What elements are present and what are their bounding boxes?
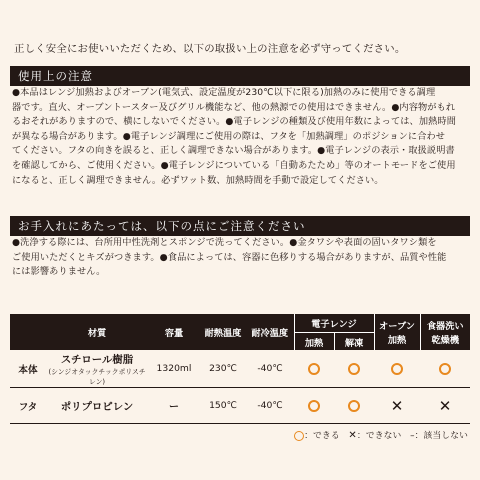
- usage-line: 器です。直火、オーブントースター及びグリル機能など、他の熱源での使用はできません。●内容物がもれ: [12, 101, 456, 113]
- row-mw-heat-mark: [294, 350, 334, 388]
- row-oven-mark: [374, 388, 420, 424]
- material-name: スチロール樹脂: [60, 354, 134, 366]
- legend: [294, 428, 468, 441]
- row-oven-mark: [374, 350, 420, 388]
- header-part: [10, 314, 46, 350]
- intro-text: 正しく安全にお使いいただくため、以下の取扱い上の注意を必ず守ってください。: [14, 43, 406, 55]
- row-part: フタ: [10, 388, 46, 424]
- table-row: [10, 350, 470, 388]
- material-name: ポリプロピレン: [60, 401, 134, 413]
- header-mw-heat: 加熱: [294, 333, 334, 351]
- care-line: には影響ありません。: [12, 266, 106, 278]
- care-line: ご使用いただくとキズがつきます。●食品によっては、容器に色移りする場合がありますが、品質や性能: [12, 251, 447, 263]
- cross-icon: ✕: [348, 430, 357, 441]
- header-mw-thaw: 解凍: [334, 333, 374, 351]
- legend-cannot: ：できない: [356, 431, 402, 441]
- row-capacity: 1320ml: [148, 350, 200, 388]
- circle-icon: [308, 400, 320, 412]
- care-heading: お手入れにあたっては、以下の点にご注意ください: [10, 216, 470, 236]
- header-dishwasher-line1: 食器洗い: [426, 321, 464, 332]
- cross-icon: ✕: [438, 396, 452, 415]
- row-dishwasher-mark: [420, 388, 470, 424]
- header-oven: [374, 314, 420, 350]
- legend-can: ：できる: [304, 431, 340, 441]
- row-capacity: ー: [148, 388, 200, 424]
- circle-icon: [348, 363, 360, 375]
- circle-icon: [439, 363, 451, 375]
- cross-icon: ✕: [390, 396, 404, 415]
- row-heat-resistance: 150℃: [200, 388, 246, 424]
- header-microwave: 電子レンジ: [294, 314, 374, 333]
- circle-icon: [294, 431, 304, 441]
- row-dishwasher-mark: [420, 350, 470, 388]
- header-material: 材質: [46, 314, 148, 350]
- circle-icon: [308, 363, 320, 375]
- header-capacity: 容量: [148, 314, 200, 350]
- header-dishwasher: [420, 314, 470, 350]
- usage-line: ●本品はレンジ加熱およびオーブン(電気式、設定温度が230℃以下に限る)加熱のみに使用できる調理: [12, 87, 436, 98]
- row-part: 本体: [10, 350, 46, 388]
- legend-na: –：該当しない: [410, 431, 468, 441]
- care-paragraph: [12, 236, 470, 280]
- usage-line: るおそれがありますので、横にしないでください。●電子レンジの種類及び使用年数によっては、加熱時間: [12, 116, 456, 128]
- usage-paragraph: [12, 86, 470, 188]
- header-dishwasher-line2: 乾燥機: [431, 335, 460, 346]
- row-heat-resistance: 230℃: [200, 350, 246, 388]
- circle-icon: [348, 400, 360, 412]
- row-mw-thaw-mark: [334, 350, 374, 388]
- row-cold-resistance: -40℃: [246, 350, 294, 388]
- spec-table: [10, 314, 470, 424]
- care-line: ●洗浄する際には、台所用中性洗剤とスポンジで洗ってください。●金タワシや表面の固いタワシ類を: [12, 237, 437, 248]
- usage-line: が異なる場合があります。●電子レンジ調理にご使用の際は、フタを「加熱調理」のポジションに合わせ: [12, 130, 446, 142]
- usage-heading: 使用上の注意: [10, 66, 470, 86]
- circle-icon: [391, 363, 403, 375]
- row-material: [46, 388, 148, 424]
- usage-line: てください。フタの向きを誤ると、正しく調理できない場合があります。●電子レンジの表示・取扱説明書: [12, 145, 455, 157]
- header-heat-resistance: 耐熱温度: [200, 314, 246, 350]
- header-oven-line1: オーブン: [379, 321, 415, 332]
- usage-line: を確認してから、ご使用ください。●電子レンジについている「自動あたため」等のオートモードをご使用: [12, 159, 456, 171]
- table-row: [10, 388, 470, 424]
- header-cold-resistance: 耐冷温度: [246, 314, 294, 350]
- row-material: [46, 350, 148, 388]
- row-mw-heat-mark: [294, 388, 334, 424]
- row-cold-resistance: -40℃: [246, 388, 294, 424]
- header-oven-line2: 加熱: [387, 335, 407, 346]
- usage-line: になると、正しく調理できません。必ずワット数、加熱時間を手動で設定してください。: [12, 174, 384, 186]
- row-mw-thaw-mark: [334, 388, 374, 424]
- material-subname: (シンジオタックチックポリスチレン): [48, 368, 146, 386]
